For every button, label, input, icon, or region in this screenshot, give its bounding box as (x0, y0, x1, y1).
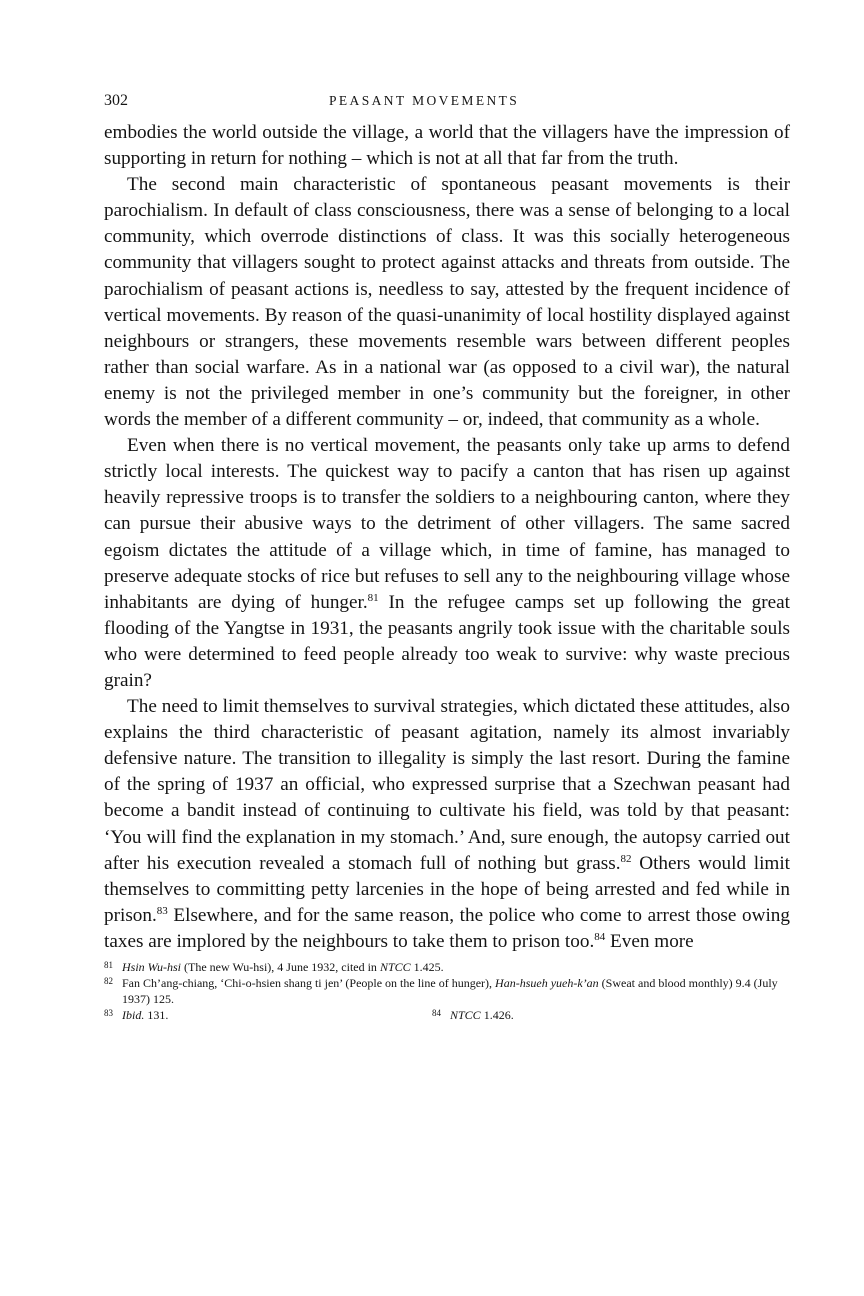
footnote-text: 131. (144, 1008, 169, 1022)
footnote-title: Han-hsueh yueh-k’an (495, 976, 599, 990)
footnote-number: 81 (104, 960, 113, 970)
paragraph (104, 694, 790, 955)
paragraph-text: The need to limit themselves to survival strategies, which dictated these attitudes, also explains the third characteristic of peasant agitation, namely its almost invariably defensive nature. The transition to illegality is simply the last resort. During the famine of the spring of 1937 an official, who expressed surprise that a Szechwan peasant had become a bandit instead of continuing to cultivate his field, was told by that peasant: ‘You will find the explanation in my stomach.’ And, sure enough, the autopsy carried out after his execution revealed a stomach full of nothing but grass. (104, 696, 790, 874)
footnote-number: 82 (104, 976, 113, 986)
footnote-text: 1.425. (410, 960, 444, 974)
footnote-ref[interactable]: 84 (594, 930, 606, 943)
paragraph-text: Even more (605, 930, 694, 952)
footnote-text: Fan Ch’ang-chiang, ‘Chi-o-hsien shang ti jen’ (People on the line of hunger), (122, 976, 496, 990)
paragraph-text: Others would limit themselves to committing petty larcenies in the hope of being arrested and fed while in prison. (104, 852, 791, 926)
paragraph-text: In the refugee camps set up following the great flooding of the Yangtse in 1931, the peasants angrily took issue with the charitable souls who were determined to feed people already too weak to survive: why waste precious grain? (104, 591, 790, 691)
footnote-title: Hsin Wu-hsi (122, 960, 182, 974)
running-title: PEASANT MOVEMENTS (329, 93, 520, 108)
footnote-ref[interactable]: 82 (620, 852, 632, 865)
body-text (104, 120, 790, 955)
paragraph-text: The second main characteristic of spontaneous peasant movements is their parochialism. In default of class consciousness, there was a sense of belonging to a local community, which overrode distinctions of class. It was this socially heterogeneous community that villagers sought to protect against attacks and threats from outside. The parochialism of peasant actions is, needless to say, attested by the frequent incidence of vertical movements. By reason of the quasi-unanimity of local hostility displayed against neighbours or strangers, these movements resemble wars between different peoples rather than social warfare. As in a national war (as opposed to a civil war), the natural enemy is not the privileged member in one’s community but the foreigner, in other words the member of a different community – or, indeed, that community as a whole. (104, 174, 790, 431)
footnote-82 (104, 975, 790, 1007)
footnote-81 (104, 959, 790, 975)
book-page (104, 92, 790, 1023)
footnote-number: 83 (104, 1008, 113, 1018)
page-number: 302 (104, 92, 128, 109)
footnote-text: (The new Wu-hsi), 4 June 1932, cited in (181, 960, 380, 974)
footnote-row (104, 1007, 790, 1023)
paragraph (104, 172, 790, 433)
paragraph (104, 120, 790, 172)
footnote-number: 84 (432, 1008, 441, 1018)
footnote-title: Ibid. (122, 1008, 145, 1022)
footnote-text: 1.426. (480, 1008, 514, 1022)
paragraph-text: Even when there is no vertical movement, the peasants only take up arms to defend strictly local interests. The quickest way to pacify a canton that has risen up against heavily repressive troops is to transfer the soldiers to a neighbouring canton, where they can pursue their abusive ways to the detriment of other villagers. The same sacred egoism dictates the attitude of a village which, in time of famine, has managed to preserve adequate stocks of rice but refuses to sell any to the neighbouring village whose inhabitants are dying of hunger. (104, 435, 790, 613)
footnote-source: NTCC (379, 960, 411, 974)
paragraph-text: embodies the world outside the village, a world that the villagers have the impression of supporting in return for nothing – which is not at all that far from the truth. (104, 122, 790, 170)
footnote-ref[interactable]: 81 (367, 591, 379, 604)
running-header (104, 92, 790, 120)
paragraph-text: Elsewhere, and for the same reason, the police who come to arrest those owing taxes are implored by the neighbours to take them to prison too. (104, 904, 790, 952)
footnote-83 (104, 1007, 432, 1023)
footnote-source: NTCC (450, 1008, 481, 1022)
footnote-ref[interactable]: 83 (156, 904, 168, 917)
footnote-text: (Sweat and blood monthly) 9.4 (July 1937) 125. (122, 976, 778, 1006)
footnotes (104, 959, 790, 1023)
paragraph (104, 433, 790, 694)
footnote-84 (432, 1007, 760, 1023)
